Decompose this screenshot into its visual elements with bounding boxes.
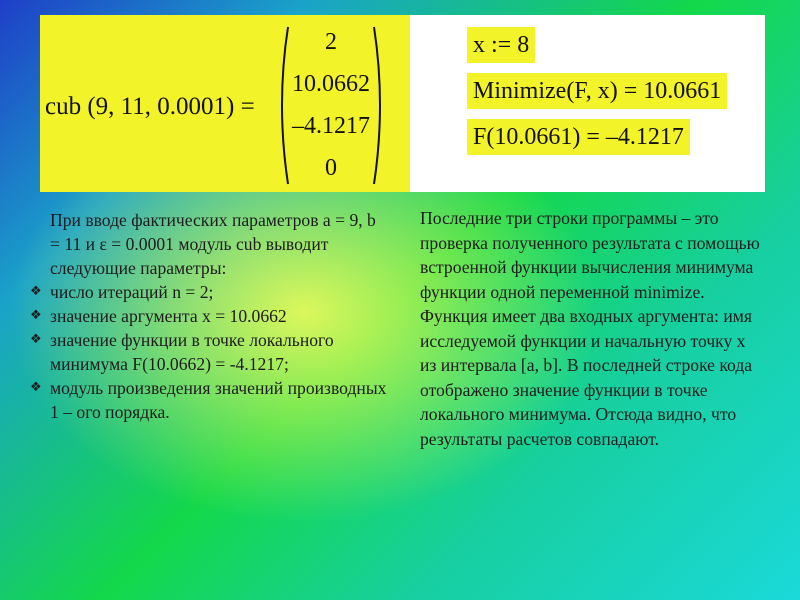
diamond-bullet-icon: ❖ — [30, 332, 42, 347]
diamond-bullet-icon: ❖ — [30, 284, 42, 299]
list-item-text: модуль произведения значений производных 1 – ого порядка. — [50, 378, 387, 422]
list-item — [30, 328, 390, 376]
cub-call-expression: cub (9, 11, 0.0001) = — [45, 93, 255, 120]
assign-expression: x := 8 — [467, 27, 535, 63]
list-item-text: значение аргумента x = 10.0662 — [50, 306, 287, 326]
intro-paragraph: При вводе фактических параметров a = 9, b = 11 и ε = 0.0001 модуль cub выводит следующие параметры: — [50, 210, 376, 278]
vector-cell: 10.0662 — [292, 71, 370, 97]
vector-cell: 0 — [325, 155, 337, 181]
result-vector — [272, 23, 390, 188]
vector-cell: 2 — [325, 29, 337, 55]
minimize-expression: Minimize(F, x) = 10.0661 — [467, 73, 727, 109]
left-text-block — [30, 208, 390, 424]
list-item — [30, 376, 390, 424]
function-value-expression: F(10.0661) = –4.1217 — [467, 119, 690, 155]
list-item — [30, 304, 390, 328]
mathcad-screenshot — [40, 15, 765, 192]
diamond-bullet-icon: ❖ — [30, 380, 42, 395]
vector-cell: –4.1217 — [292, 113, 370, 139]
right-text-block: Последние три строки программы – это проверка полученного результата с помощью встроенной функции вычисления минимума функции одной переменной minimize. Функция имеет два входных аргумента: имя исследуемой функции и начальную точку x из интервала [a, b]. В последней строке кода отображено значение функции в точке локального минимума. Отсюда видно, что результаты расчетов совпадают. — [420, 208, 760, 449]
list-item — [30, 280, 390, 304]
list-item-text: значение функции в точке локального минимума F(10.0662) = -4.1217; — [50, 330, 334, 374]
diamond-bullet-icon: ❖ — [30, 308, 42, 323]
list-item-text: число итераций n = 2; — [50, 282, 214, 302]
cub-call-block — [40, 15, 410, 192]
